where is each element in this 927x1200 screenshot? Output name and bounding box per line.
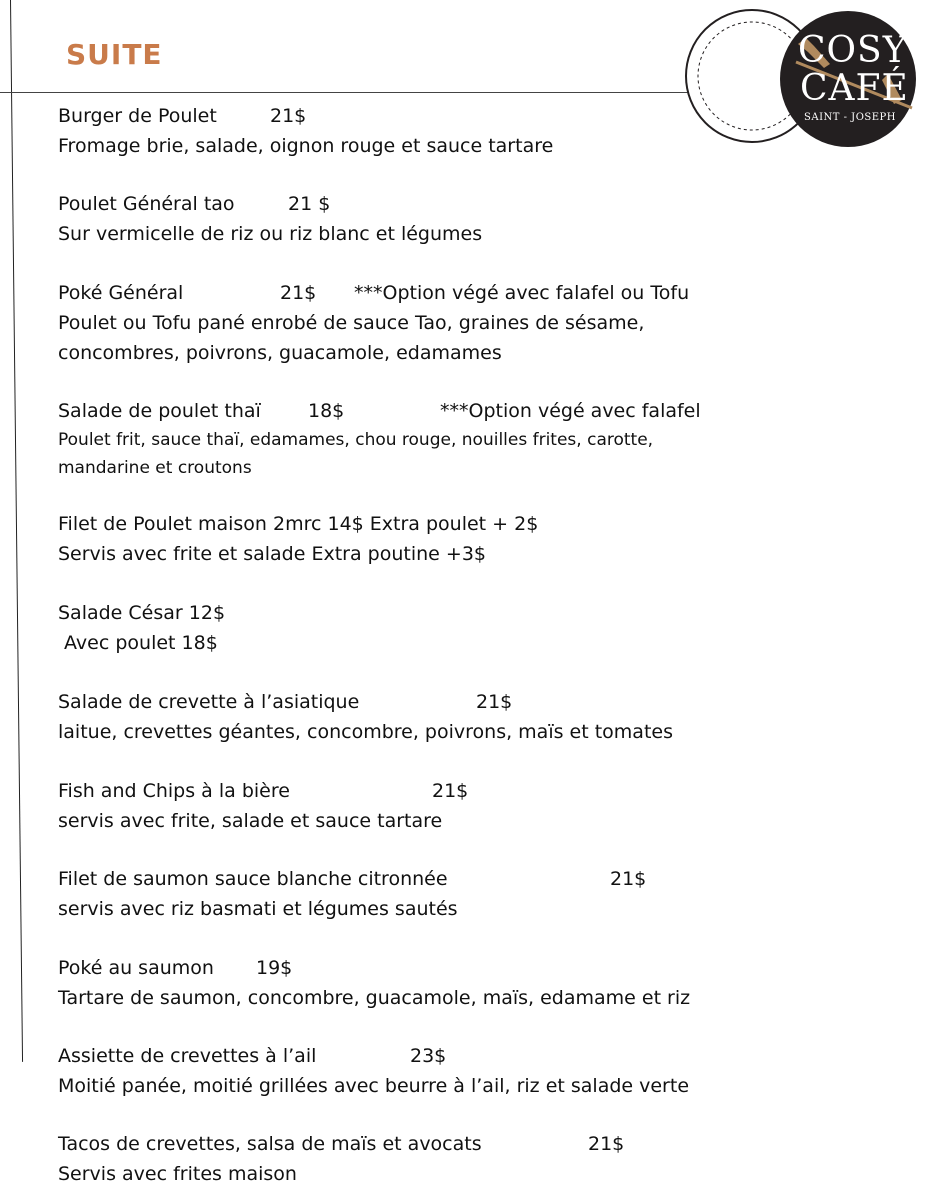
item-description: Servis avec frites maison (58, 1163, 297, 1185)
menu-item-burger-poulet (58, 101, 898, 161)
logo-text-location: SAINT - JOSEPH (804, 112, 896, 123)
item-description: Poulet ou Tofu pané enrobé de sauce Tao, graines de sésame, (58, 312, 645, 334)
item-price: 19$ (256, 957, 293, 979)
item-title-line (58, 278, 898, 308)
item-title-line: Salade César 12$ (58, 602, 226, 624)
item-name: Filet de saumon sauce blanche citronnée (58, 868, 448, 890)
item-name: Tacos de crevettes, salsa de maïs et avocats (58, 1133, 482, 1155)
item-title-line (58, 776, 898, 806)
item-title-line (58, 687, 898, 717)
item-description: laitue, crevettes géantes, concombre, poivrons, maïs et tomates (58, 721, 673, 743)
menu-item-poke-general (58, 278, 898, 368)
item-title-line (58, 1129, 898, 1159)
item-name: Salade de crevette à l’asiatique (58, 691, 360, 713)
item-price: 18$ (308, 400, 345, 422)
menu-item-poulet-general-tao (58, 189, 898, 249)
logo-text-cosy: COSY (798, 30, 908, 71)
item-description: Servis avec frite et salade Extra poutine +3$ (58, 543, 486, 565)
item-title-line (58, 189, 898, 219)
item-name: Poké Général (58, 282, 184, 304)
item-description: mandarine et croutons (58, 458, 252, 478)
item-price: 21$ (432, 780, 469, 802)
menu-item-fish-and-chips (58, 776, 898, 836)
item-name: Assiette de crevettes à l’ail (58, 1045, 317, 1067)
item-description: Poulet frit, sauce thaï, edamames, chou rouge, nouilles frites, carotte, (58, 430, 654, 450)
left-border-line (10, 0, 23, 1062)
item-title-line (58, 101, 898, 131)
item-title-line (58, 864, 898, 894)
item-price: 21$ (270, 105, 307, 127)
menu-item-filet-saumon (58, 864, 898, 924)
menu-item-tacos-crevettes (58, 1129, 898, 1189)
menu-item-assiette-crevettes-ail (58, 1041, 898, 1101)
item-description: Tartare de saumon, concombre, guacamole, maïs, edamame et riz (58, 987, 691, 1009)
item-description: servis avec frite, salade et sauce tartare (58, 810, 443, 832)
item-name: Burger de Poulet (58, 105, 217, 127)
menu-item-salade-crevette (58, 687, 898, 747)
item-name: Salade de poulet thaï (58, 400, 261, 422)
menu-item-salade-cesar (58, 598, 898, 658)
logo-text-cafe: CAFÉ (800, 68, 909, 109)
item-price: 23$ (410, 1045, 447, 1067)
item-title-line (58, 396, 898, 426)
item-title-line: Filet de Poulet maison 2mrc 14$ Extra poulet + 2$ (58, 513, 539, 535)
item-title-line (58, 1041, 898, 1071)
item-description: Avec poulet 18$ (58, 632, 218, 654)
header-divider (0, 92, 725, 93)
item-name: Poulet Général tao (58, 193, 235, 215)
menu-item-salade-poulet-thai (58, 396, 898, 482)
item-title-line (58, 953, 898, 983)
item-price: 21$ (588, 1133, 625, 1155)
item-price: 21$ (610, 868, 647, 890)
item-name: Poké au saumon (58, 957, 214, 979)
menu-item-filet-poulet-maison (58, 509, 898, 569)
item-description: Moitié panée, moitié grillées avec beurre à l’ail, riz et salade verte (58, 1075, 690, 1097)
menu-item-poke-saumon (58, 953, 898, 1013)
item-option-note: ***Option végé avec falafel (440, 400, 701, 422)
item-option-note: ***Option végé avec falafel ou Tofu (354, 282, 690, 304)
item-description: Fromage brie, salade, oignon rouge et sauce tartare (58, 135, 554, 157)
item-price: 21$ (476, 691, 513, 713)
item-description: Sur vermicelle de riz ou riz blanc et légumes (58, 223, 483, 245)
item-price: 21 $ (288, 193, 331, 215)
item-description: servis avec riz basmati et légumes sautés (58, 898, 458, 920)
item-description: concombres, poivrons, guacamole, edamames (58, 342, 502, 364)
page-title: SUITE (66, 38, 163, 71)
item-price: 21$ (280, 282, 317, 304)
item-name: Fish and Chips à la bière (58, 780, 290, 802)
